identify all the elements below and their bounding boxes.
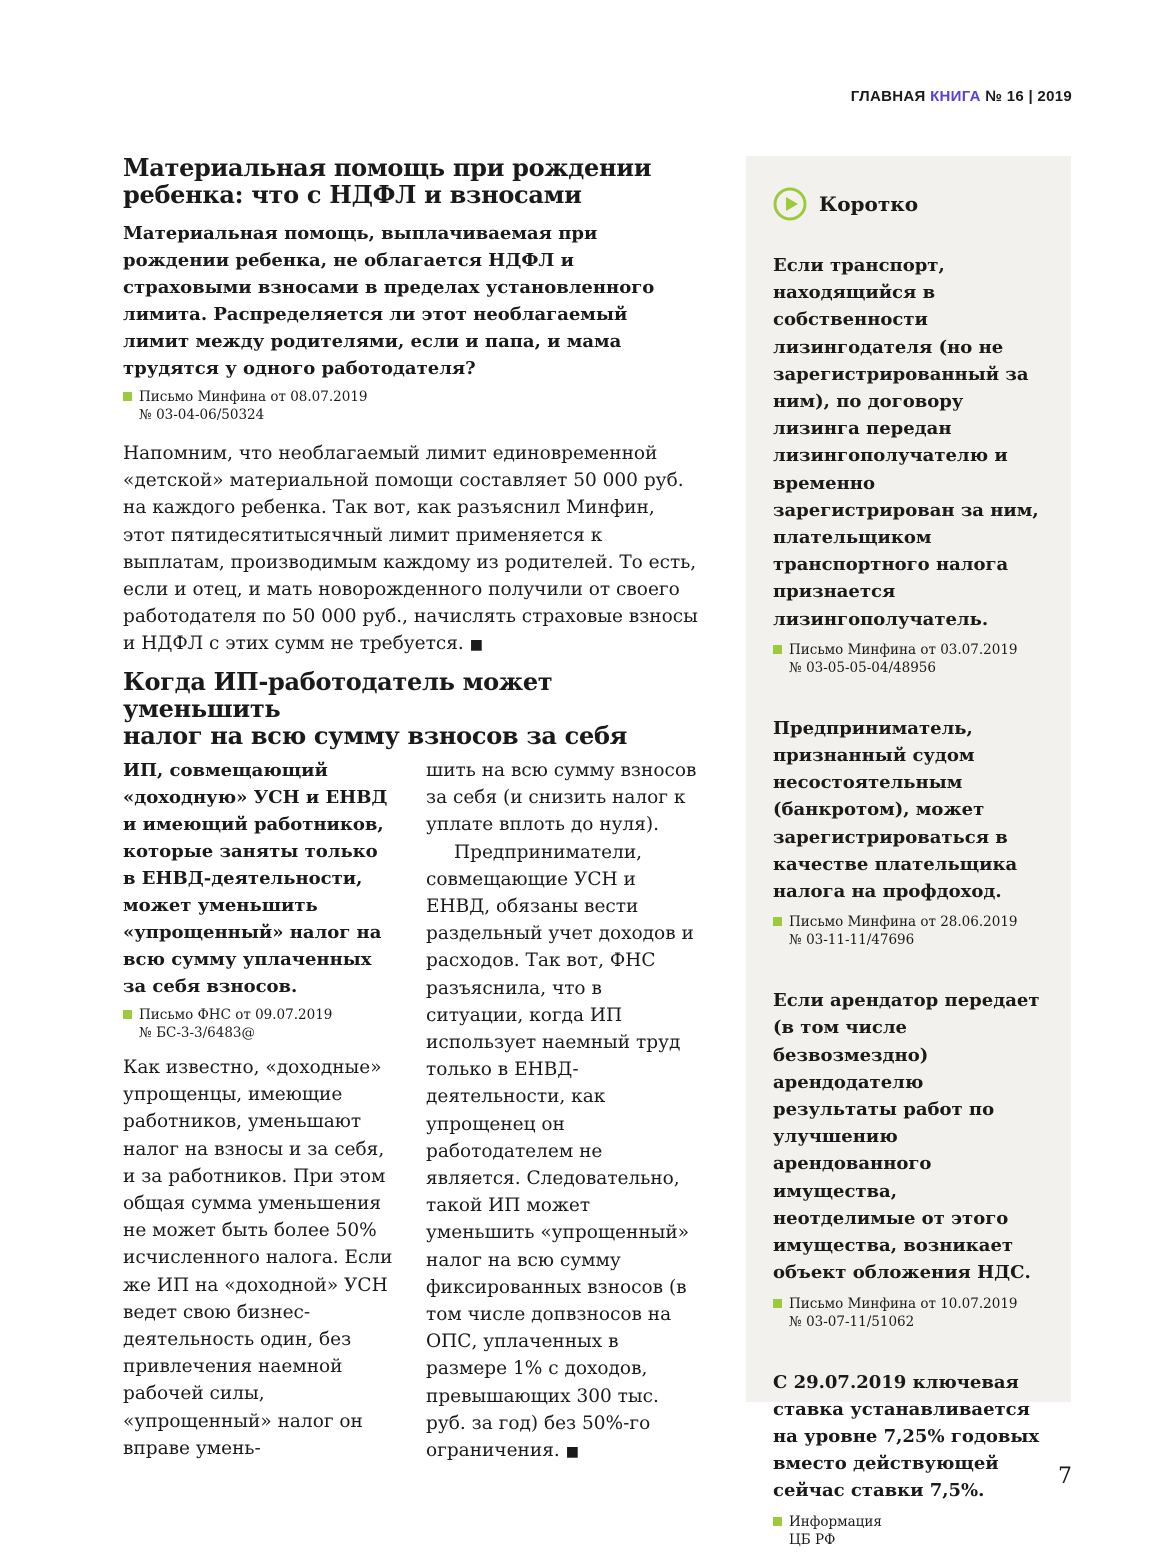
article1-source-line1: Письмо Минфина от 08.07.2019 [139,389,368,405]
article2-columns [123,757,698,1466]
sidebar-item-text: Если транспорт, находящийся в собственности лизингодателя (но не зарегистрированный за ним), по договору лизинга передан лизингополучателю и временно зарегистрирован за ним, плательщиком транспортного налога признается лизингополучатель. [773,255,1039,630]
sidebar-item-source [773,913,1044,949]
header-main: ГЛАВНАЯ [850,88,926,105]
end-mark-icon: ■ [469,637,483,654]
article2-title [123,668,698,749]
sidebar-item-source-line2: № 03-07-11/51062 [789,1313,915,1330]
sidebar-item [773,715,1044,949]
sidebar-item-source [773,1295,1044,1331]
article2-body-col2-p2-block [426,839,698,1467]
article1-title-line1: Материальная помощь при рождении [123,153,652,182]
bullet-square-icon [773,1299,782,1308]
header-book: КНИГА [930,88,981,105]
sidebar-item-source [773,1513,1044,1549]
sidebar-title: Коротко [819,192,919,216]
sidebar-item [773,987,1044,1330]
article2-column-right [426,757,698,1466]
sidebar-item-source-line2: ЦБ РФ [789,1531,836,1548]
article2-body-col1: Как известно, «доходные» упрощенцы, имеющие работников, уменьшают налог на взносы и за себя, и за работников. При этом общая сумма уменьшения не может быть более 50% исчисленного налога. Если же ИП на «доходной» УСН ведет свою бизнес-деятельность один, без привлечения наемной рабочей силы, «упрощенный» налог он вправе умень- [123,1057,393,1459]
article1-lead: Материальная помощь, выплачиваемая при рождении ребенка, не облагается НДФЛ и страховыми взносами в пределах установленного лимита. Распределяется ли этот необлагаемый лимит между родителями, если и папа, и мама трудятся у одного работодателя? [123,223,655,379]
article2-source [123,1006,395,1042]
sidebar-item-text: С 29.07.2019 ключевая ставка устанавливается на уровне 7,25% годовых вместо действующей сейчас ставки 7,5%. [773,1371,1040,1502]
bullet-square-icon [773,1517,782,1526]
article2-body-col2-p2: Предприниматели, совмещающие УСН и ЕНВД, обязаны вести раздельный учет доходов и расходов. Так вот, ФНС разъяснила, что в ситуации, когда ИП использует наемный труд только в ЕНВД-деятельности, как упрощенец он работодателем не является. Следовательно, такой ИП может уменьшить «упрощенный» налог на всю сумму фиксированных взносов (в том числе допвзносов на ОПС, уплаченных в размере 1% с доходов, превышающих 300 тыс. руб. за год) без 50%-го ограничения. [426,841,694,1462]
sidebar-item-source-line1: Письмо Минфина от 03.07.2019 [789,641,1018,658]
sidebar-item-source-line1: Письмо Минфина от 10.07.2019 [789,1295,1018,1312]
bullet-square-icon [123,1010,132,1019]
article1-title [123,154,698,208]
article1-body-block [123,440,698,660]
article2-column-left [123,757,395,1466]
article2-source-line1: Письмо ФНС от 09.07.2019 [139,1007,333,1023]
sidebar-item [773,1369,1044,1549]
header-issue: № 16 | 2019 [985,88,1072,105]
end-mark-icon: ■ [565,1444,579,1461]
sidebar-item-source-line2: № 03-05-05-04/48956 [789,659,936,676]
article2-lead: ИП, совмещающий «доходную» УСН и ЕНВД и имеющий работников, которые заняты только в ЕНВД-деятельности, может уменьшить «упрощенный» налог на всю сумму уплаченных за себя взносов. [123,760,388,997]
sidebar-item-source-line1: Информация [789,1513,882,1530]
article2-title-line1: Когда ИП-работодатель может уменьшить [123,667,553,723]
page-number: 7 [1058,1464,1072,1489]
bullet-square-icon [123,392,132,401]
sidebar-briefly [746,156,1071,1548]
sidebar-item-source [773,641,1044,677]
article1-body: Напомним, что необлагаемый лимит единовременной «детской» материальной помощи составляет 50 000 руб. на каждого ребенка. Так вот, как разъяснил Минфин, этот пятидесятитысячный лимит применяется к выплатам, производимым каждому из родителей. То есть, если и отец, и мать новорожденного получили от своего работодателя по 50 000 руб., начислять страховые взносы и НДФЛ с этих сумм не требуется. [123,443,698,655]
sidebar-item-source-line1: Письмо Минфина от 28.06.2019 [789,914,1018,931]
article1-source-line2: № 03-04-06/50324 [139,407,265,423]
article1-source [123,388,698,424]
sidebar-item-source-line2: № 03-11-11/47696 [789,932,915,949]
sidebar-item-text: Предприниматель, признанный судом несостоятельным (банкротом), может зарегистрироваться в качестве плательщика налога на профдоход. [773,717,1018,903]
issue-header [851,88,1072,105]
sidebar-header [773,184,1044,224]
sidebar-item [773,252,1044,677]
article2-source-line2: № БС-3-3/6483@ [139,1025,256,1041]
article2-title-line2: налог на всю сумму взносов за себя [123,721,628,750]
bullet-square-icon [773,917,782,926]
sidebar-item-text: Если арендатор передает (в том числе безвозмездно) арендодателю результаты работ по улучшению арендованного имущества, неотделимые от этого имущества, возникает объект обложения НДС. [773,990,1040,1284]
bullet-square-icon [773,645,782,654]
article-maternity-aid [123,154,698,660]
article-ip-employer [123,668,698,1466]
article1-title-line2: ребенка: что с НДФЛ и взносами [123,180,582,209]
article2-body-col2-p1: шить на всю сумму взносов за себя (и снизить налог к уплате вплоть до нуля). [426,760,697,836]
play-circle-icon [773,187,807,221]
